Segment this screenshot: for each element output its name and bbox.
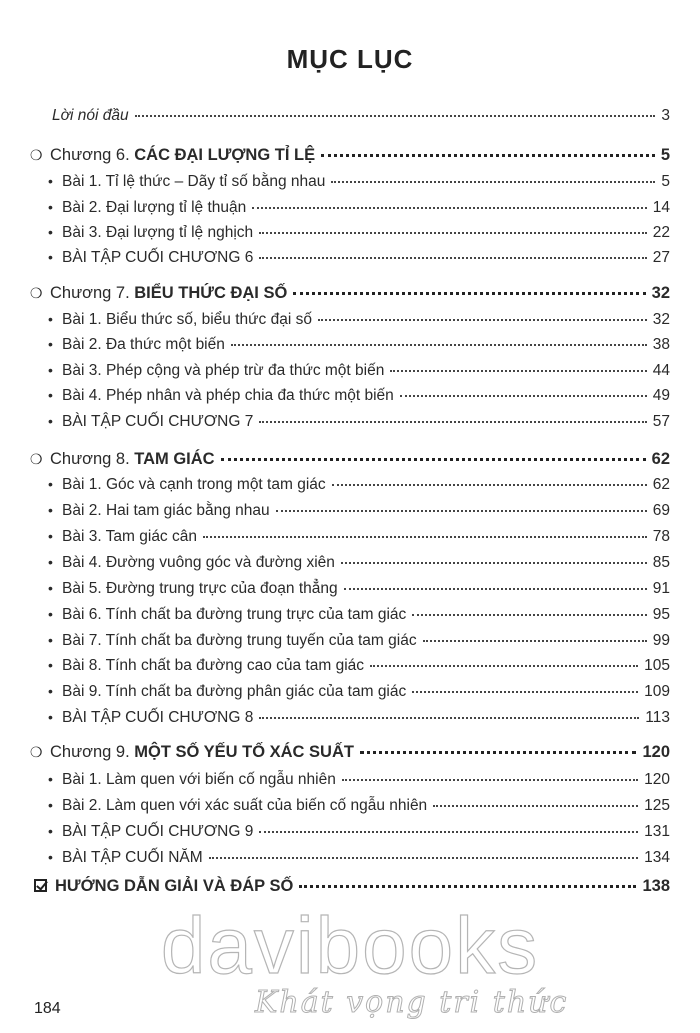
circle-icon: ❍ [30, 147, 43, 163]
circle-icon: ❍ [30, 451, 43, 467]
toc-page: 69 [652, 502, 670, 519]
dot-leader [412, 613, 646, 616]
toc-page: 109 [644, 683, 670, 700]
bullet-icon: • [48, 683, 53, 699]
toc-label: Bài 2. Làm quen với xác suất của biến cố ngẫu nhiên [62, 797, 428, 814]
dot-leader [209, 856, 638, 859]
dot-leader [400, 394, 647, 397]
bullet-icon: • [48, 554, 53, 570]
toc-label: Bài 2. Hai tam giác bằng nhau [62, 502, 270, 519]
toc-page: 99 [652, 632, 670, 649]
dot-leader [360, 750, 637, 754]
bullet-icon: • [48, 502, 53, 518]
toc-page: 120 [642, 743, 670, 761]
bullet-icon: • [48, 413, 53, 429]
toc-item[interactable] [48, 336, 670, 354]
toc-item[interactable] [48, 709, 670, 727]
toc-item[interactable] [48, 632, 670, 650]
toc-page: 85 [652, 554, 670, 571]
bullet-icon: • [48, 173, 53, 189]
toc-item[interactable] [48, 224, 670, 242]
toc-chapter-6[interactable] [30, 146, 670, 165]
dot-leader [293, 291, 645, 295]
toc-label: Bài 4. Phép nhân và phép chia đa thức một biến [62, 387, 394, 404]
dot-leader [252, 206, 646, 209]
toc-label: Bài 9. Tính chất ba đường phân giác của tam giác [62, 683, 407, 700]
toc-page: 44 [652, 362, 670, 379]
chapter-name: BIỂU THỨC ĐẠI SỐ [134, 284, 288, 302]
toc-page: 95 [652, 606, 670, 623]
toc-page: 5 [660, 146, 670, 164]
dot-leader [344, 587, 647, 590]
toc-label: Bài 7. Tính chất ba đường trung tuyến của tam giác [62, 632, 417, 649]
toc-label: Bài 6. Tính chất ba đường trung trực của tam giác [62, 606, 407, 623]
toc-label: BÀI TẬP CUỐI CHƯƠNG 7 [62, 413, 254, 430]
toc-label: HƯỚNG DẪN GIẢI VÀ ĐÁP SỐ [55, 877, 294, 895]
bullet-icon: • [48, 709, 53, 725]
dot-leader [341, 561, 647, 564]
toc-item[interactable] [48, 657, 670, 675]
circle-icon: ❍ [30, 285, 43, 301]
toc-label: BÀI TẬP CUỐI NĂM [62, 849, 203, 866]
toc-item[interactable] [48, 362, 670, 380]
toc-item[interactable] [48, 683, 670, 701]
toc-item[interactable] [48, 387, 670, 405]
toc-page: 138 [642, 877, 670, 895]
toc-item[interactable] [48, 413, 670, 431]
toc-page: 27 [652, 249, 670, 266]
toc-page: 32 [651, 284, 670, 302]
chapter-name: CÁC ĐẠI LƯỢNG TỈ LỆ [134, 146, 316, 164]
bullet-icon: • [48, 224, 53, 240]
dot-leader [203, 535, 647, 538]
toc-label: Bài 2. Đa thức một biến [62, 336, 225, 353]
toc-label: BÀI TẬP CUỐI CHƯƠNG 8 [62, 709, 254, 726]
toc-label: Bài 3. Phép cộng và phép trừ đa thức một biến [62, 362, 385, 379]
toc-label: Bài 2. Đại lượng tỉ lệ thuận [62, 199, 247, 216]
toc-item[interactable] [48, 554, 670, 572]
bullet-icon: • [48, 387, 53, 403]
toc-item[interactable] [48, 528, 670, 546]
bullet-icon: • [48, 580, 53, 596]
bullet-icon: • [48, 606, 53, 622]
bullet-icon: • [48, 199, 53, 215]
toc-page: 62 [652, 476, 670, 493]
toc-item[interactable] [48, 173, 670, 191]
toc-chapter-9[interactable] [30, 743, 670, 762]
dot-leader [423, 639, 647, 642]
dot-leader [276, 509, 647, 512]
dot-leader [259, 231, 647, 234]
bullet-icon: • [48, 797, 53, 813]
dot-leader [231, 343, 647, 346]
toc-item[interactable] [48, 849, 670, 867]
toc-label: Bài 3. Đại lượng tỉ lệ nghịch [62, 224, 254, 241]
dot-leader [370, 664, 638, 667]
toc-item[interactable] [48, 797, 670, 815]
toc-item[interactable] [48, 311, 670, 329]
toc-label: BÀI TẬP CUỐI CHƯƠNG 6 [62, 249, 254, 266]
dot-leader [390, 369, 646, 372]
toc-chapter-7[interactable] [30, 284, 670, 303]
watermark-logo: davibooks [160, 901, 540, 990]
dot-leader [135, 114, 656, 117]
dot-leader [318, 318, 647, 321]
dot-leader [259, 420, 646, 423]
toc-page: 49 [652, 387, 670, 404]
toc-page: 32 [652, 311, 670, 328]
dot-leader [342, 778, 638, 781]
dot-leader [331, 180, 655, 183]
dot-leader [433, 804, 638, 807]
toc-row-preface[interactable] [52, 107, 670, 125]
toc-answers[interactable] [34, 877, 670, 896]
toc-page: 131 [644, 823, 670, 840]
toc-item[interactable] [48, 606, 670, 624]
toc-page: 57 [652, 413, 670, 430]
toc-label: Bài 3. Tam giác cân [62, 528, 197, 545]
toc-label: Bài 1. Tỉ lệ thức – Dãy tỉ số bằng nhau [62, 173, 326, 190]
chapter-prefix: Chương 6. [50, 146, 130, 164]
watermark-slogan: Khát vọng tri thức [255, 985, 569, 1020]
dot-leader [321, 153, 655, 157]
toc-page: 14 [652, 199, 670, 216]
bullet-icon: • [48, 311, 53, 327]
chapter-prefix: Chương 7. [50, 284, 130, 302]
toc-page: 91 [652, 580, 670, 597]
toc-page: 22 [652, 224, 670, 241]
toc-page: 78 [652, 528, 670, 545]
bullet-icon: • [48, 336, 53, 352]
toc-page: 125 [644, 797, 670, 814]
toc-label: Bài 8. Tính chất ba đường cao của tam giác [62, 657, 365, 674]
bullet-icon: • [48, 632, 53, 648]
toc-item[interactable] [48, 199, 670, 217]
toc-page: 120 [644, 771, 670, 788]
toc-page: 134 [644, 849, 670, 866]
toc-label: Bài 4. Đường vuông góc và đường xiên [62, 554, 335, 571]
toc-item[interactable] [48, 476, 670, 494]
chapter-name: TAM GIÁC [134, 450, 215, 468]
dot-leader [259, 716, 639, 719]
toc-label: Bài 1. Làm quen với biến cố ngẫu nhiên [62, 771, 336, 788]
page-number: 184 [34, 1000, 61, 1017]
toc-page: 62 [651, 450, 670, 468]
checkbox-checked-icon [34, 879, 47, 892]
toc-page: 3 [661, 107, 670, 124]
bullet-icon: • [48, 771, 53, 787]
toc-item[interactable] [48, 502, 670, 520]
bullet-icon: • [48, 528, 53, 544]
toc-label: Lời nói đầu [52, 107, 129, 124]
bullet-icon: • [48, 362, 53, 378]
toc-label: Bài 5. Đường trung trực của đoạn thẳng [62, 580, 338, 597]
bullet-icon: • [48, 249, 53, 265]
toc-item[interactable] [48, 771, 670, 789]
page-title: MỤC LỤC [286, 44, 414, 74]
dot-leader [332, 483, 647, 486]
toc-label: Bài 1. Biểu thức số, biểu thức đại số [62, 311, 312, 328]
circle-icon: ❍ [30, 744, 43, 760]
chapter-prefix: Chương 9. [50, 743, 130, 761]
dot-leader [221, 457, 646, 461]
dot-leader [299, 884, 636, 888]
dot-leader [412, 690, 638, 693]
bullet-icon: • [48, 849, 53, 865]
bullet-icon: • [48, 476, 53, 492]
dot-leader [259, 256, 646, 259]
toc-chapter-8[interactable] [30, 450, 670, 469]
dot-leader [259, 830, 638, 833]
toc-page: 105 [644, 657, 670, 674]
toc-item[interactable] [48, 580, 670, 598]
bullet-icon: • [48, 823, 53, 839]
toc-label: BÀI TẬP CUỐI CHƯƠNG 9 [62, 823, 254, 840]
toc-page: 113 [645, 709, 670, 726]
toc-item[interactable] [48, 249, 670, 267]
toc-page: 5 [661, 173, 670, 190]
toc-item[interactable] [48, 823, 670, 841]
bullet-icon: • [48, 657, 53, 673]
chapter-name: MỘT SỐ YẾU TỐ XÁC SUẤT [134, 743, 354, 761]
toc-label: Bài 1. Góc và cạnh trong một tam giác [62, 476, 326, 493]
chapter-prefix: Chương 8. [50, 450, 130, 468]
toc-page: 38 [652, 336, 670, 353]
